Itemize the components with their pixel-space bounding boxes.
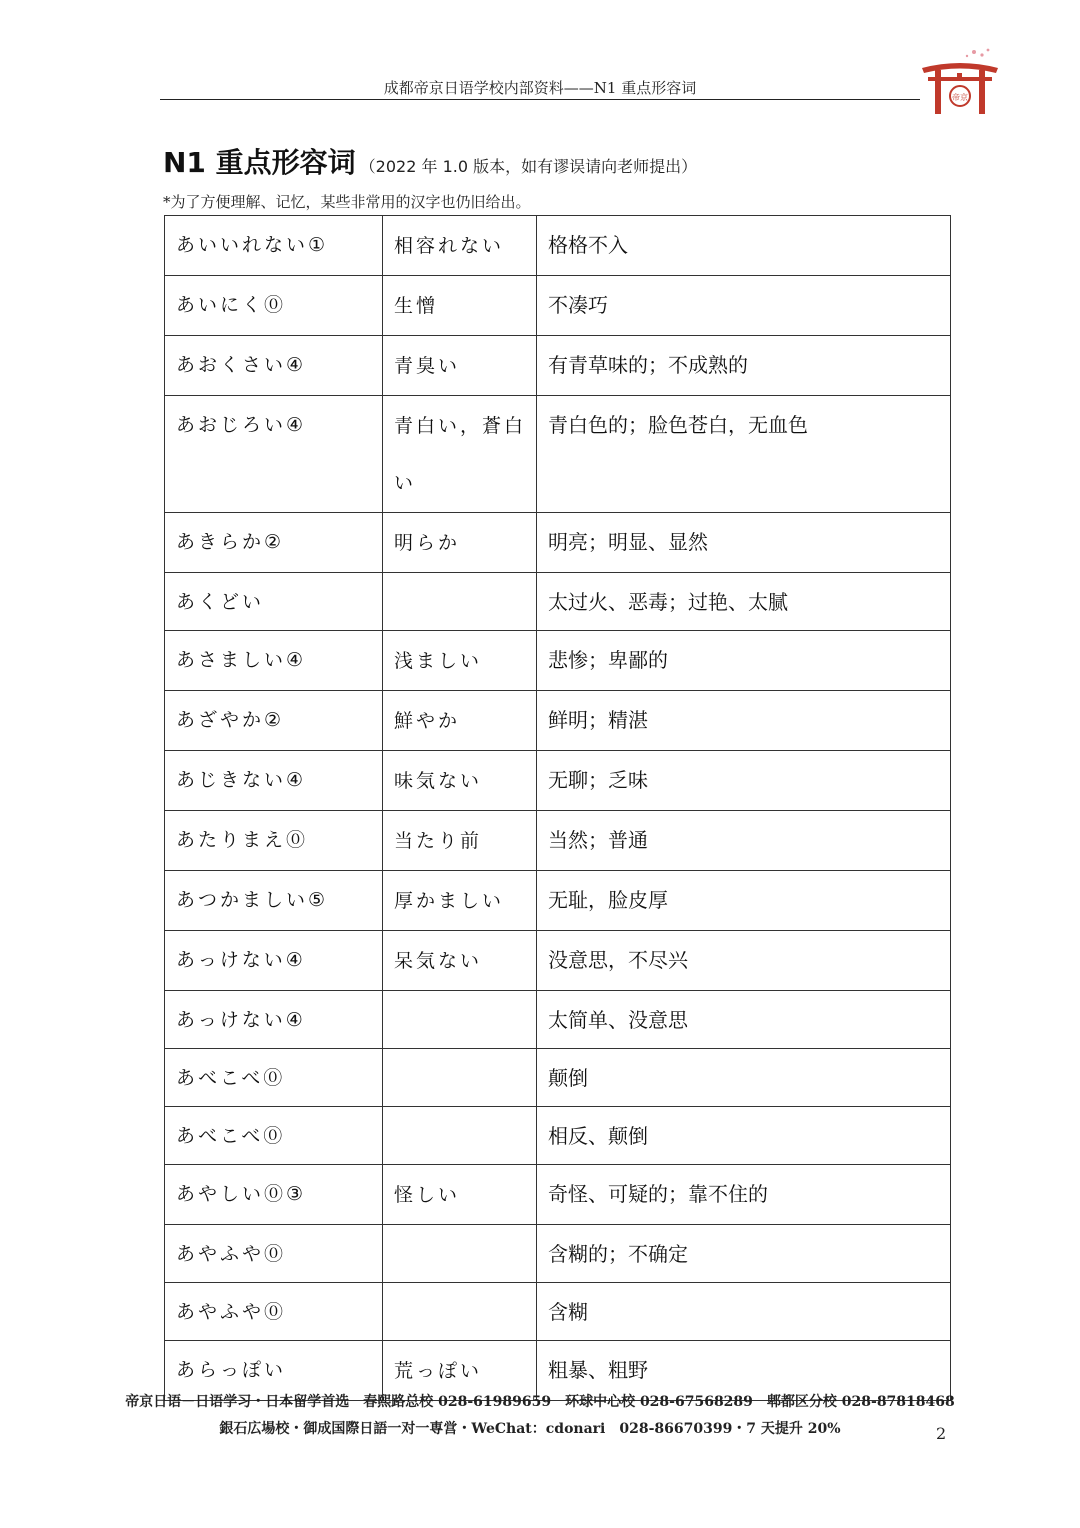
kanji-cell: 生憎 [383,276,537,336]
kanji-cell [383,1107,537,1165]
table-row [165,1283,951,1341]
document-title [163,141,697,181]
title-main: N1 重点形容词 [163,146,356,179]
page-number: 2 [936,1424,947,1443]
table-row [165,811,951,871]
kanji-cell: 荒っぽい [383,1341,537,1401]
vocabulary-table [164,215,951,1401]
table-row [165,1225,951,1283]
kana-cell: あやしい⓪③ [165,1165,383,1225]
kana-cell: あらっぽい [165,1341,383,1401]
kana-cell: あっけない④ [165,991,383,1049]
meaning-cell: 太简单、没意思 [537,991,951,1049]
meaning-cell: 明亮；明显、显然 [537,513,951,573]
kana-cell: あくどい [165,573,383,631]
table-row [165,1165,951,1225]
table-row [165,573,951,631]
meaning-cell: 当然；普通 [537,811,951,871]
table-row [165,991,951,1049]
kanji-cell [383,991,537,1049]
meaning-cell: 含糊的；不确定 [537,1225,951,1283]
kana-cell: あじきない④ [165,751,383,811]
kana-cell: あやふや⓪ [165,1225,383,1283]
kana-cell: あつかましい⑤ [165,871,383,931]
kanji-cell [383,1049,537,1107]
table-row [165,871,951,931]
table-row [165,691,951,751]
kanji-cell: 相容れない [383,216,537,276]
kana-cell: あいにく⓪ [165,276,383,336]
kanji-cell [383,573,537,631]
kana-cell: あきらか② [165,513,383,573]
header-divider [160,99,920,100]
kana-cell: あべこべ⓪ [165,1107,383,1165]
logo-text: 帝京 [952,93,968,102]
table-row [165,631,951,691]
table-row [165,751,951,811]
meaning-cell: 没意思，不尽兴 [537,931,951,991]
kanji-cell: 明らか [383,513,537,573]
meaning-cell: 格格不入 [537,216,951,276]
table-row [165,396,951,513]
kanji-cell [383,1225,537,1283]
kana-cell: あざやか② [165,691,383,751]
meaning-cell: 无耻，脸皮厚 [537,871,951,931]
kana-cell: あさましい④ [165,631,383,691]
meaning-cell: 粗暴、粗野 [537,1341,951,1401]
kana-cell: あおじろい④ [165,396,383,513]
kanji-cell: 当たり前 [383,811,537,871]
torii-logo-icon [918,46,1002,116]
kanji-cell [383,1283,537,1341]
kana-cell: あやふや⓪ [165,1283,383,1341]
meaning-cell: 无聊；乏味 [537,751,951,811]
usage-note: *为了方便理解、记忆，某些非常用的汉字也仍旧给出。 [163,193,531,211]
table-row [165,931,951,991]
meaning-cell: 青白色的；脸色苍白，无血色 [537,396,951,513]
kana-cell: あたりまえ⓪ [165,811,383,871]
meaning-cell: 奇怪、可疑的；靠不住的 [537,1165,951,1225]
kana-cell: あおくさい④ [165,336,383,396]
meaning-cell: 鲜明；精湛 [537,691,951,751]
footer-contact-line2: 銀石広場校・御成国際日語一对一専営・WeChat：cdonari 028-86670399・7 天提升 20% [219,1421,841,1437]
table-row [165,336,951,396]
table-row [165,513,951,573]
table-row [165,1107,951,1165]
kanji-cell: 青臭い [383,336,537,396]
kanji-cell: 味気ない [383,751,537,811]
table-row [165,1049,951,1107]
meaning-cell: 太过火、恶毒；过艳、太腻 [537,573,951,631]
meaning-cell: 相反、颠倒 [537,1107,951,1165]
header-title: 成都帝京日语学校内部资料——N1 重点形容词 [383,79,697,97]
kana-cell: あいいれない① [165,216,383,276]
meaning-cell: 不凑巧 [537,276,951,336]
kanji-cell: 鮮やか [383,691,537,751]
meaning-cell: 颠倒 [537,1049,951,1107]
meaning-cell: 有青草味的；不成熟的 [537,336,951,396]
kanji-cell: 怪しい [383,1165,537,1225]
title-subtitle: （2022 年 1.0 版本，如有谬误请向老师提出） [359,157,698,176]
kana-cell: あべこべ⓪ [165,1049,383,1107]
kana-cell: あっけない④ [165,931,383,991]
meaning-cell: 含糊 [537,1283,951,1341]
kanji-cell: 浅ましい [383,631,537,691]
kanji-cell: 厚かましい [383,871,537,931]
meaning-cell: 悲惨；卑鄙的 [537,631,951,691]
table-row [165,216,951,276]
kanji-cell: 呆気ない [383,931,537,991]
kanji-cell: 青白い，蒼白い [383,396,537,513]
footer-contact-line1: 帝京日语－日语学习・日本留学首选 春熙路总校 028-61989659 环球中心校 028-67568289 郫都区分校 028-87818468 [125,1394,955,1410]
table-row [165,276,951,336]
